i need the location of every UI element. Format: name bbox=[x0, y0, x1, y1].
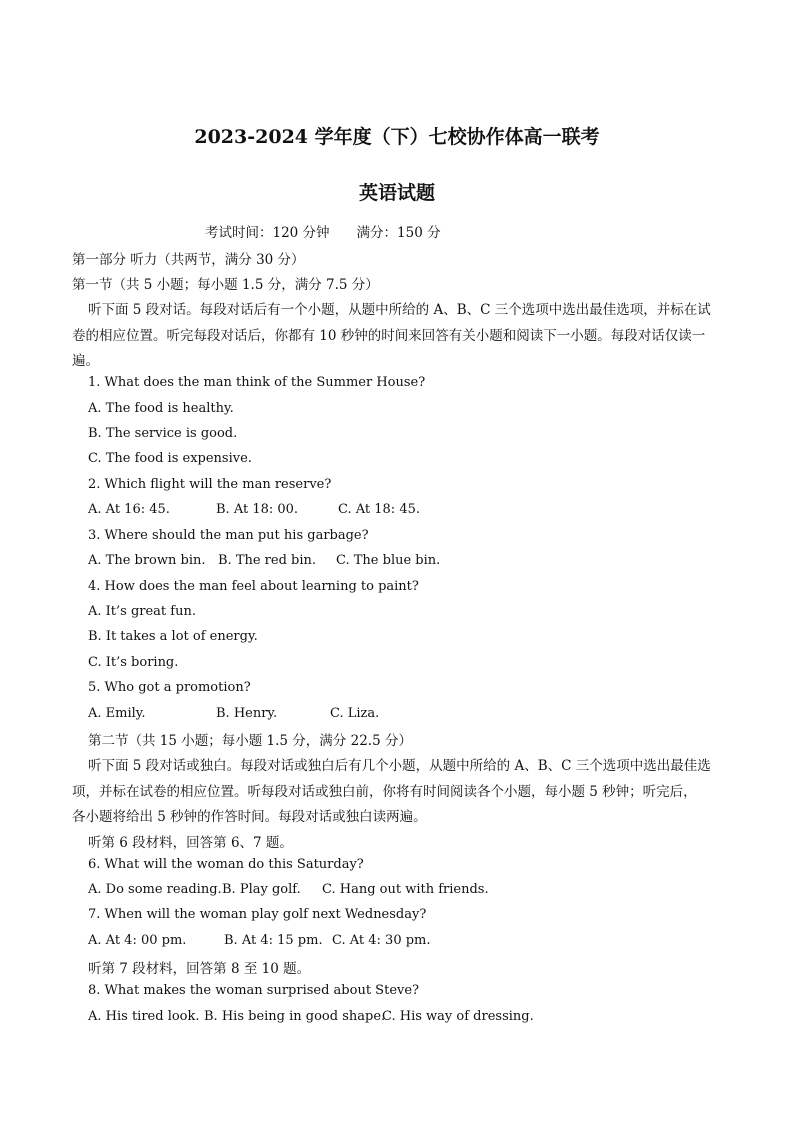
section2-instructions-line1: 听下面 5 段对话或独白。每段对话或独白后有几个小题，从题中所给的 A、B、C 三个选项中选出最佳选 bbox=[88, 758, 711, 774]
part1-heading: 第一部分 听力（共两节，满分 30 分） bbox=[72, 252, 305, 268]
option-c: C. The food is expensive. bbox=[88, 451, 252, 466]
option-c: C. His way of dressing. bbox=[382, 1009, 534, 1024]
section2-heading: 第二节（共 15 小题；每小题 1.5 分，满分 22.5 分） bbox=[88, 733, 412, 749]
section2-instructions-line3: 各小题将给出 5 秒钟的作答时间。每段对话或独白读两遍。 bbox=[72, 809, 427, 825]
section2-instructions-line2: 项，并标在试卷的相应位置。听每段对话或独白前，你将有时间阅读各个小题，每小题 5 秒钟；听完后， bbox=[72, 784, 697, 800]
option-b: B. Henry. bbox=[216, 706, 278, 721]
option-c: C. At 18: 45. bbox=[338, 502, 420, 517]
option-a: A. It’s great fun. bbox=[88, 604, 196, 619]
option-b: B. At 4: 15 pm. bbox=[224, 933, 323, 948]
question-stem: 2. Which flight will the man reserve? bbox=[88, 477, 332, 492]
option-c: C. It’s boring. bbox=[88, 655, 179, 670]
question-stem: 4. How does the man feel about learning to paint? bbox=[88, 579, 419, 594]
section1-instructions-line3: 遍。 bbox=[72, 353, 99, 369]
option-a: A. His tired look. bbox=[88, 1009, 200, 1024]
section1-instructions-line1: 听下面 5 段对话。每段对话后有一个小题，从题中所给的 A、B、C 三个选项中选出最佳选项，并标在试 bbox=[88, 302, 711, 318]
option-a: A. The food is healthy. bbox=[88, 401, 234, 416]
exam-title: 2023-2024 学年度（下）七校协作体高一联考 bbox=[194, 126, 600, 148]
option-a: A. At 4: 00 pm. bbox=[88, 933, 187, 948]
question-stem: 6. What will the woman do this Saturday? bbox=[88, 857, 364, 872]
option-c: C. The blue bin. bbox=[336, 553, 441, 568]
option-b: B. Play golf. bbox=[222, 882, 301, 897]
option-b: B. At 18: 00. bbox=[216, 502, 299, 517]
option-a: A. At 16: 45. bbox=[88, 502, 170, 517]
option-b: B. The service is good. bbox=[88, 426, 238, 441]
question-stem: 5. Who got a promotion? bbox=[88, 680, 251, 695]
option-b: B. It takes a lot of energy. bbox=[88, 629, 258, 644]
option-a: A. The brown bin. bbox=[88, 553, 206, 568]
option-c: C. At 4: 30 pm. bbox=[332, 933, 431, 948]
material-6-heading: 听第 6 段材料，回答第 6、7 题。 bbox=[88, 835, 293, 851]
material-7-heading: 听第 7 段材料，回答第 8 至 10 题。 bbox=[88, 961, 311, 977]
option-a: A. Do some reading. bbox=[88, 882, 222, 897]
option-b: B. The red bin. bbox=[218, 553, 317, 568]
question-stem: 3. Where should the man put his garbage? bbox=[88, 528, 369, 543]
question-stem: 1. What does the man think of the Summer House? bbox=[88, 375, 426, 390]
exam-info: 考试时间：120 分钟 满分：150 分 bbox=[205, 225, 441, 241]
section1-heading: 第一节（共 5 小题；每小题 1.5 分，满分 7.5 分） bbox=[72, 277, 379, 293]
option-b: B. His being in good shape. bbox=[204, 1009, 386, 1024]
question-stem: 7. When will the woman play golf next Wednesday? bbox=[88, 907, 427, 922]
question-stem: 8. What makes the woman surprised about Steve? bbox=[88, 983, 420, 998]
exam-subtitle: 英语试题 bbox=[358, 182, 435, 204]
option-c: C. Hang out with friends. bbox=[322, 882, 489, 897]
section1-instructions-line2: 卷的相应位置。听完每段对话后，你都有 10 秒钟的时间来回答有关小题和阅读下一小题。每段对话仅读一 bbox=[72, 328, 706, 344]
option-a: A. Emily. bbox=[88, 706, 146, 721]
option-c: C. Liza. bbox=[330, 706, 380, 721]
